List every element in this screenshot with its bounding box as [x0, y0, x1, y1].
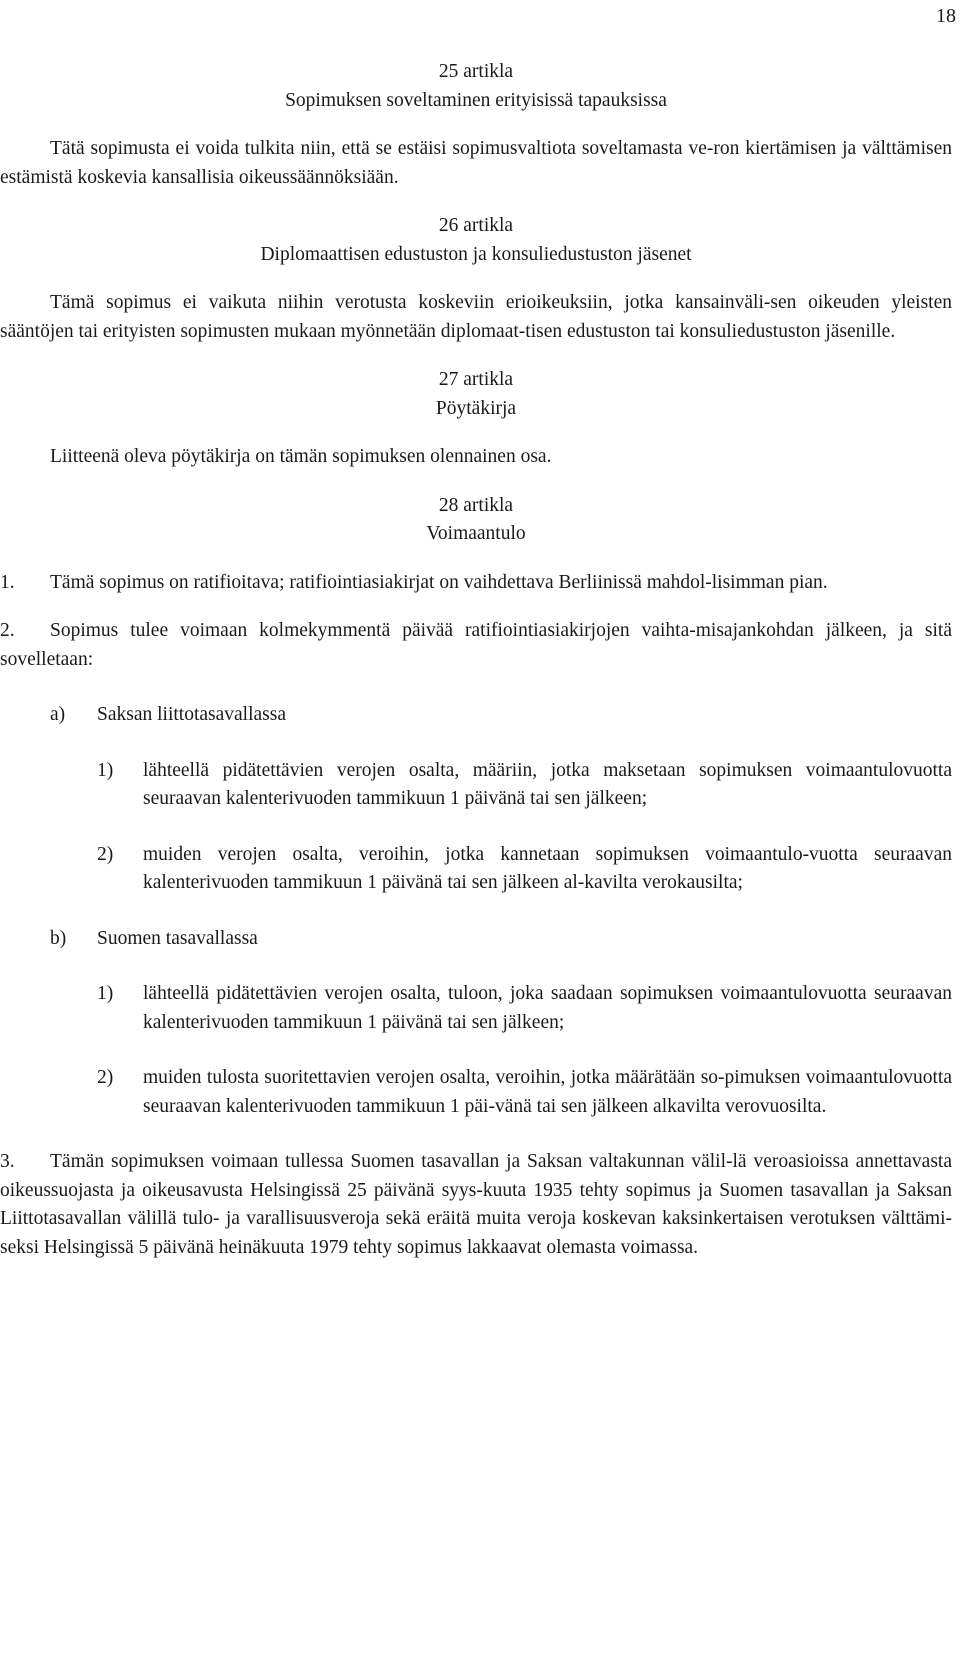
- article-25-heading: [0, 58, 952, 115]
- article-26-body: Tämä sopimus ei vaikuta niihin verotusta koskeviin erioikeuksiin, jotka kansainväli-sen oikeuden yleisten sääntöjen tai erityisten sopimusten mukaan myönnetään diplomaat-tisen edustuston tai konsuliedustuston jäsenille.: [0, 292, 952, 342]
- list-text: lähteellä pidätettävien verojen osalta, määriin, jotka maksetaan sopimuksen voimaantulovuotta seuraavan kalenterivuoden tammikuun 1 päivänä tai sen jälkeen;: [143, 759, 952, 809]
- list-text: muiden tulosta suoritettavien verojen osalta, veroihin, jotka määrätään so-pimuksen voimaantulovuotta seuraavan kalenterivuoden tammikuun 1 päi-vänä tai sen jälkeen alkavilta verovuosilta.: [143, 1067, 952, 1117]
- paragraph-number: 1.: [0, 571, 15, 593]
- list-text: lähteellä pidätettävien verojen osalta, tuloon, joka saadaan sopimuksen voimaantulovuotta seuraavan kalenterivuoden tammikuun 1 päivänä tai sen jälkeen;: [143, 983, 952, 1033]
- article-number: 26 artikla: [438, 215, 514, 236]
- page-number: 18: [936, 5, 956, 27]
- document-body: [0, 58, 952, 1262]
- paragraph-text: Tämän sopimuksen voimaan tullessa Suomen tasavallan ja Saksan valtakunnan välil-lä veroasioissa annettavasta oikeussuojasta ja oikeusavusta Helsingissä 25 päivänä syys-kuuta 1935 tehty sopimus ja Suomen tasavallan ja Saksan Liittotasavallan välillä tulo- ja varallisuusveroja sekä eräitä muita veroja koskevan kaksinkertaisen verotuksen välttämi-seksi Helsingissä 5 päivänä heinäkuuta 1979 tehty sopimus lakkaavat olemasta voimassa.: [0, 1151, 952, 1258]
- paragraph-2: [0, 617, 952, 674]
- article-title: Diplomaattisen edustuston ja konsuliedustuston jäsenet: [260, 243, 692, 265]
- article-28-heading: [0, 492, 952, 549]
- paragraph-3: [0, 1148, 952, 1262]
- paragraph-text: Sopimus tulee voimaan kolmekymmentä päivää ratifiointiasiakirjojen vaihta-misajankohdan jälkeen, ja sitä sovelletaan:: [0, 620, 952, 670]
- paragraph-text: Tämä sopimus on ratifioitava; ratifiointiasiakirjat on vaihdettava Berliinissä mahdol-lisimman pian.: [50, 571, 828, 593]
- article-26-heading: [0, 212, 952, 269]
- list-item-b-1: [97, 980, 952, 1037]
- article-number: 25 artikla: [438, 61, 514, 82]
- list-item-b: [50, 925, 952, 954]
- paragraph-number: 2.: [0, 620, 15, 641]
- article-number: 28 artikla: [438, 494, 514, 516]
- list-item-a-2: [97, 841, 952, 898]
- article-number: 27 artikla: [438, 369, 514, 390]
- list-marker: b): [50, 927, 67, 949]
- article-title: Sopimuksen soveltaminen erityisissä tapauksissa: [285, 89, 667, 111]
- list-marker: 2): [97, 1067, 114, 1088]
- list-text: Saksan liittotasavallassa: [97, 704, 287, 725]
- list-item-a: [50, 701, 952, 730]
- list-marker: 1): [97, 983, 114, 1004]
- article-title: Voimaantulo: [426, 523, 526, 544]
- paragraph-number: 3.: [0, 1151, 15, 1172]
- article-title: Pöytäkirja: [435, 397, 517, 419]
- paragraph-1: [0, 569, 952, 598]
- article-27-heading: [0, 366, 952, 423]
- article-27-body: Liitteenä oleva pöytäkirja on tämän sopimuksen olennainen osa.: [50, 446, 552, 467]
- list-marker: a): [50, 704, 66, 725]
- list-text: Suomen tasavallassa: [97, 927, 258, 949]
- list-item-b-2: [97, 1064, 952, 1121]
- list-item-a-1: [97, 757, 952, 814]
- list-text: muiden verojen osalta, veroihin, jotka kannetaan sopimuksen voimaantulo-vuotta seuraavan kalenterivuoden tammikuun 1 päivänä tai sen jälkeen al-kavilta verokausilta;: [143, 843, 952, 893]
- article-25-body: Tätä sopimusta ei voida tulkita niin, että se estäisi sopimusvaltiota soveltamasta ve-ron kiertämisen ja välttämisen estämistä koskevia kansallisia oikeussäännöksiään.: [0, 138, 952, 188]
- list-marker: 1): [97, 759, 114, 781]
- list-marker: 2): [97, 843, 114, 865]
